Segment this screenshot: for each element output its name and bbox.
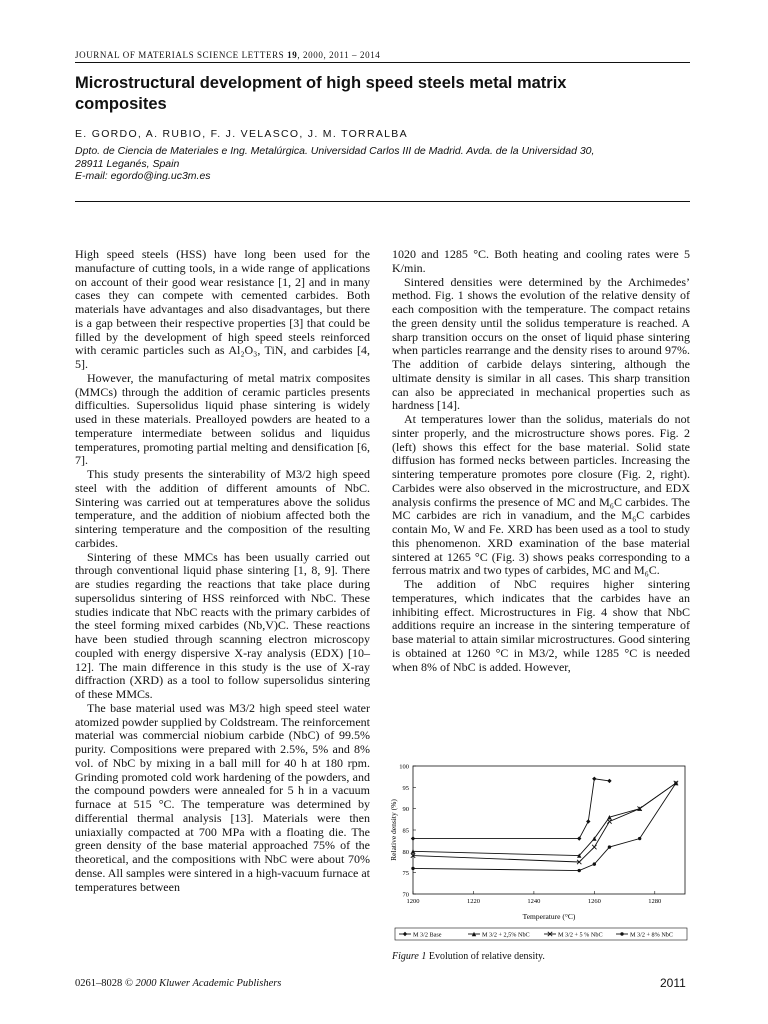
paragraph: Sintered densities were determined by the Archimedes’ method. Fig. 1 shows the evolution of the relative density of each composition with the temperature. The compact retains the green density until the solidus temperature is reached. A sharp transition occurs on the onset of liquid phase sintering when particles rearrange and the density rises to around 97%. The addition of carbide delays sintering, although the ultimate density is similar in all cases. This sharp transition can also be appreciated in mechanical properties such as hardness [14]. <box>392 274 690 413</box>
density-chart <box>386 758 690 943</box>
y-tick-label: 70 <box>402 891 409 899</box>
article-title: Microstructural development of high speed steels metal matrix composites <box>75 74 567 113</box>
series-group <box>411 781 677 872</box>
data-point <box>608 845 611 848</box>
figure-1 <box>386 758 690 943</box>
figure-caption <box>392 951 545 962</box>
data-point <box>674 781 677 784</box>
data-point <box>411 836 415 840</box>
caption-text: Evolution of relative density. <box>428 951 545 962</box>
header-rule <box>75 62 690 63</box>
left-column <box>75 248 370 894</box>
data-point <box>411 867 414 870</box>
data-point <box>593 862 596 865</box>
right-column <box>392 248 690 674</box>
issn: 0261–8028 <box>75 978 123 989</box>
data-point <box>607 779 611 783</box>
affiliation <box>75 145 690 183</box>
data-point <box>578 869 581 872</box>
affiliation-line: Dpto. de Ciencia de Materiales e Ing. Metalúrgica. Universidad Carlos III de Madrid. Avda. de la Universidad 30, <box>75 145 595 157</box>
legend-label: M 3/2 + 8% NbC <box>630 931 674 939</box>
x-tick-label: 1280 <box>648 898 662 905</box>
journal-volume: 19 <box>287 50 298 60</box>
email-line: E-mail: egordo@ing.uc3m.es <box>75 170 211 182</box>
affiliation-line: 28911 Leganés, Spain <box>75 157 180 170</box>
legend-label: M 3/2 + 2,5% NbC <box>482 931 530 939</box>
journal-name: JOURNAL OF MATERIALS SCIENCE LETTERS <box>75 50 285 60</box>
data-point <box>620 932 623 935</box>
y-tick-label: 75 <box>402 870 409 878</box>
paragraph: Sintering of these MMCs has been usually carried out through conventional liquid phase sintering [1, 8, 9]. There are studies regarding the reactions that take place during supersolidus sintering of HSS reinforced with NbC. These studies indicate that NbC reacts with the primary carbides of the steel forming mixed carbides (Nb,V)C. These reactions have been studied through scanning electron microscopy coupled with energy dispersive X-ray analysis (EDX) [10–12]. The main difference in this study is the use of X-ray diffraction (XRD) as a tool to follow supersolidus sintering of these MMCs. <box>75 549 370 701</box>
y-tick-label: 90 <box>402 806 409 814</box>
data-point <box>586 819 590 823</box>
series-line <box>413 783 676 862</box>
title-rule <box>75 201 690 202</box>
paragraph: At temperatures lower than the solidus, materials do not sinter properly, and the microstructure shows pores. Fig. 2 (left) shows this effect for the base material. Solid state diffusion has formed necks between particles. Increasing the sintering temperature promotes pore closure (Fig. 2, right). Carbides were also observed in the microstructure, and EDX analysis confirms the presence of MC and M₆C carbides. The MC carbides are rich in vanadium, and the M₆C carbides contain Mo, W and Fe. XRD has been used as a tool to study this phenomenon. XRD examination of the base material sintered at 1265 °C (Fig. 3) shows peaks corresponding to a ferrous matrix and two types of carbides, MC and M₆C. <box>392 412 690 578</box>
paragraph: The addition of NbC requires higher sintering temperatures, which indicates that the carbides have an inhibiting effect. Microstructures in Fig. 4 show that NbC additions require an increase in the sintering temperature of base material to attain similar microstructures. Good sintering is obtained at 1260 °C in M3/2, while 1285 °C is needed when 8% of NbC is added. However, <box>392 577 690 674</box>
y-tick-label: 85 <box>402 827 409 835</box>
x-tick-label: 1260 <box>587 898 601 905</box>
series-line <box>413 783 676 856</box>
x-tick-label: 1200 <box>406 898 420 905</box>
data-point <box>592 845 596 849</box>
caption-label: Figure 1 <box>392 951 427 962</box>
running-header <box>75 50 690 60</box>
author-list: E. GORDO, A. RUBIO, F. J. VELASCO, J. M. TORRALBA <box>75 128 408 140</box>
series-line <box>413 779 609 839</box>
series-group <box>411 777 612 841</box>
x-axis-label: Temperature (°C) <box>522 912 576 921</box>
legend-label: M 3/2 + 5 % NbC <box>558 931 603 939</box>
x-tick-label: 1240 <box>527 898 541 905</box>
data-point <box>638 837 641 840</box>
paragraph: However, the manufacturing of metal matrix composites (MMCs) through the addition of ceramic particles presents difficulties. Supersolidus liquid phase sintering is widely used in these materials. Prealloyed powders are heated to a temperature intermediate between solidus and liquidus temperatures, promoting partial melting and densification [6, 7]. <box>75 370 370 468</box>
y-tick-label: 80 <box>402 848 409 856</box>
legend-label: M 3/2 Base <box>413 931 442 939</box>
y-tick-label: 100 <box>399 763 409 771</box>
series-group <box>411 781 678 864</box>
page-number: 2011 <box>660 976 686 990</box>
y-tick-label: 95 <box>402 784 409 792</box>
copyright: © 2000 Kluwer Academic Publishers <box>124 978 282 989</box>
series-group <box>411 781 678 858</box>
plot-frame <box>413 766 685 894</box>
paragraph: High speed steels (HSS) have long been used for the manufacture of cutting tools, in a wide range of applications on account of their good wear resistance [1, 2] and in many cases they can compete with cemented carbides. Both materials have advantages and also disadvantages, but there is a gap between their respective properties [3] that could be filled by the development of high speed steels reinforced with ceramic particles such as Al₂O₃, TiN, and carbides [4, 5]. <box>75 247 370 371</box>
paragraph: 1020 and 1285 °C. Both heating and cooling rates were 5 K/min. <box>392 247 690 275</box>
y-axis-label: Relative density (%) <box>389 799 398 861</box>
data-point <box>577 836 581 840</box>
x-tick-label: 1220 <box>466 898 480 905</box>
data-point <box>607 819 611 823</box>
paragraph: This study presents the sinterability of M3/2 high speed steel with the addition of different amounts of NbC. Sintering was carried out at temperatures above the solidus temperature, and the addition of niobium affected both the sintering temperature and the composition of the resulting carbides. <box>75 467 370 550</box>
journal-year-pages: , 2000, 2011 – 2014 <box>297 50 381 60</box>
data-point <box>592 777 596 781</box>
footer-copyright <box>75 978 281 989</box>
data-point <box>403 932 407 936</box>
paragraph: The base material used was M3/2 high speed steel water atomized powder supplied by Coldstream. The reinforcement material was commercial niobium carbide (NbC) of 99.5% purity. Compositions were prepared with 2.5%, 5% and 8% vol. of NbC by mixing in a ball mill for 40 h at 180 rpm. Grinding promoted cold work hardening of the powders, and the compound powders were annealed for 5 h in a vacuum furnace at 515 °C. The temperature was determined by differential thermal analysis [13]. Materials were then uniaxially compacted at 700 MPa with a floating die. The green density of the base material approached 75% of the theoretical, and the compositions with NbC were about 70% dense. All samples were sintered in a high-vacuum furnace at temperatures between <box>75 700 370 894</box>
